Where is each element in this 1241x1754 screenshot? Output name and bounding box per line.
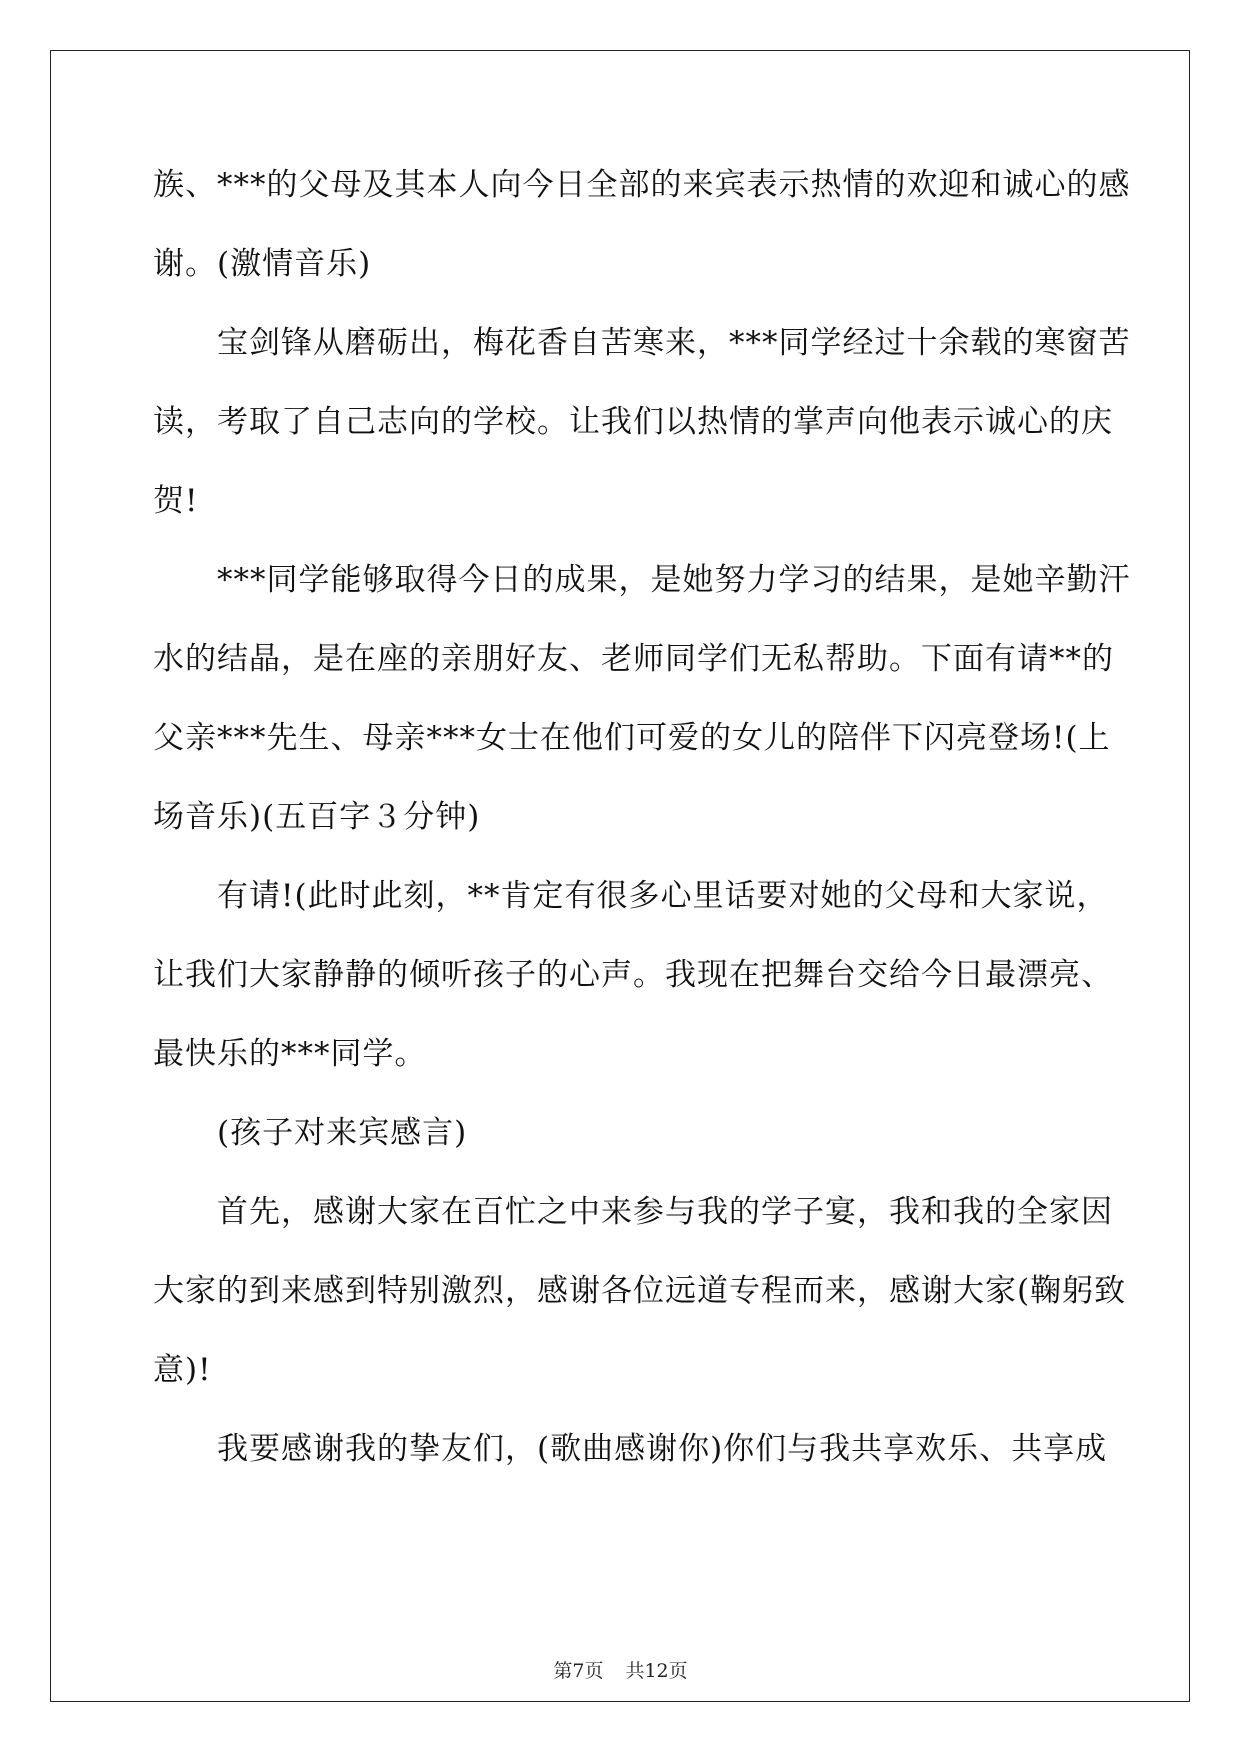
text-line: 场音乐)(五百字３分钟) <box>153 799 481 835</box>
text-line: 水的结晶，是在座的亲朋好友、老师同学们无私帮助。下面有请**的 <box>153 641 1114 677</box>
page-total: 共12页 <box>625 1660 688 1682</box>
text-line: 读，考取了自己志向的学校。让我们以热情的掌声向他表示诚心的庆 <box>153 404 1113 440</box>
text-line: 贺! <box>153 483 199 519</box>
text-line: 首先，感谢大家在百忙之中来参与我的学子宴，我和我的全家因 <box>217 1194 1113 1230</box>
text-line: (孩子对来宾感言) <box>217 1115 468 1151</box>
text-line: 最快乐的***同学。 <box>153 1036 427 1072</box>
text-line: 谢。(激情音乐) <box>153 246 372 282</box>
text-line: 大家的到来感到特别激烈，感谢各位远道专程而来，感谢大家(鞠躬致 <box>153 1273 1127 1309</box>
text-line: ***同学能够取得今日的成果，是她努力学习的结果，是她辛勤汗 <box>217 562 1131 598</box>
text-line: 父亲***先生、母亲***女士在他们可爱的女儿的陪伴下闪亮登场!(上 <box>153 720 1111 756</box>
page-footer <box>0 1659 1241 1683</box>
text-line: 我要感谢我的挚友们，(歌曲感谢你)你们与我共享欢乐、共享成 <box>217 1431 1108 1467</box>
text-line: 有请!(此时此刻，**肯定有很多心里话要对她的父母和大家说， <box>217 878 1109 914</box>
text-line: 族、***的父母及其本人向今日全部的来宾表示热情的欢迎和诚心的感 <box>153 167 1131 203</box>
text-line: 宝剑锋从磨砺出，梅花香自苦寒来，***同学经过十余载的寒窗苦 <box>217 325 1131 361</box>
text-line: 让我们大家静静的倾听孩子的心声。我现在把舞台交给今日最漂亮、 <box>153 957 1113 993</box>
text-line: 意)! <box>153 1352 212 1388</box>
page-number: 第7页 <box>553 1660 604 1682</box>
body-text <box>153 165 1131 1508</box>
